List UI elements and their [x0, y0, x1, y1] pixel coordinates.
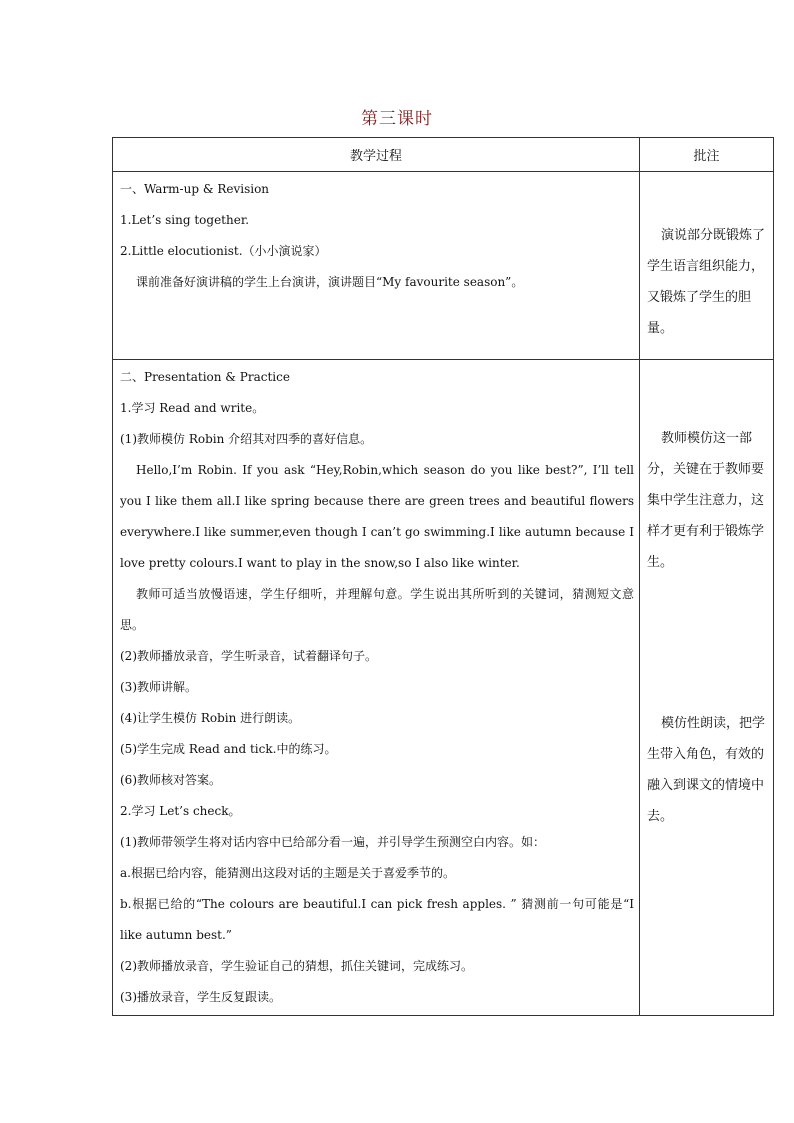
section1-row [113, 172, 774, 360]
header-notes: 批注 [640, 138, 774, 172]
table-header-row [113, 138, 774, 172]
step-line: (5)学生完成 Read and tick.中的练习。 [120, 742, 337, 756]
step-line: 课前准备好演讲稿的学生上台演讲，演讲题目“My favourite season”。 [136, 275, 524, 289]
step-line: 1.学习 Read and write。 [120, 401, 265, 415]
lesson-plan-table [112, 137, 774, 1016]
step-line: 1.Let’s sing together. [120, 213, 250, 227]
step-line: 教师可适当放慢语速，学生仔细听，并理解句意。学生说出其所听到的关键词，猜测短文意思。 [120, 587, 634, 632]
section1-notes-cell [640, 172, 774, 360]
section2-process-cell [113, 360, 640, 1016]
note-text: 教师模仿这一部分，关键在于教师要集中学生注意力，这样才更有利于锻炼学生。 [647, 431, 765, 570]
step-line: b.根据已给的“The colours are beautiful.I can pick fresh apples. ” 猜测前一句可能是“I like autumn best.” [120, 897, 634, 942]
step-line: (1)教师模仿 Robin 介绍其对四季的喜好信息。 [120, 432, 373, 446]
page-title: 第三课时 [361, 109, 433, 129]
note-text: 演说部分既锻炼了学生语言组织能力，又锻炼了学生的胆量。 [647, 228, 766, 336]
step-line: (1)教师带领学生将对话内容中已给部分看一遍，并引导学生预测空白内容。如： [120, 835, 546, 849]
step-line: (3)教师讲解。 [120, 680, 197, 694]
step-line: (4)让学生模仿 Robin 进行朗读。 [120, 711, 301, 725]
note-text: 模仿性朗读，把学生带入角色，有效的融入到课文的情境中去。 [647, 716, 766, 824]
step-line: (2)教师播放录音，学生验证自己的猜想，抓住关键词，完成练习。 [120, 959, 474, 973]
section1-heading: 一、Warm-up & Revision [120, 182, 270, 196]
section2-row [113, 360, 774, 1016]
step-line: (6)教师核对答案。 [120, 773, 221, 787]
header-process: 教学过程 [113, 138, 640, 172]
section2-notes-cell [640, 360, 774, 1016]
robin-passage: Hello,I’m Robin. If you ask “Hey,Robin,which season do you like best?”, I’ll tell you I like them all.I like spring because there are green trees and beautiful flowers everywhere.I like summer,even though I can’t go swimming.I like autumn because I love pretty colours.I want to play in the snow,so I also like winter. [120, 463, 634, 570]
step-line: 2.学习 Let’s check。 [120, 804, 241, 818]
section2-heading: 二、Presentation & Practice [120, 370, 290, 384]
step-line: (3)播放录音，学生反复跟读。 [120, 990, 281, 1004]
step-line: a.根据已给内容，能猜测出这段对话的主题是关于喜爱季节的。 [120, 866, 455, 880]
section1-process-cell [113, 172, 640, 360]
step-line: (2)教师播放录音，学生听录音，试着翻译句子。 [120, 649, 377, 663]
step-line: 2.Little elocutionist.（小小演说家） [120, 244, 327, 258]
